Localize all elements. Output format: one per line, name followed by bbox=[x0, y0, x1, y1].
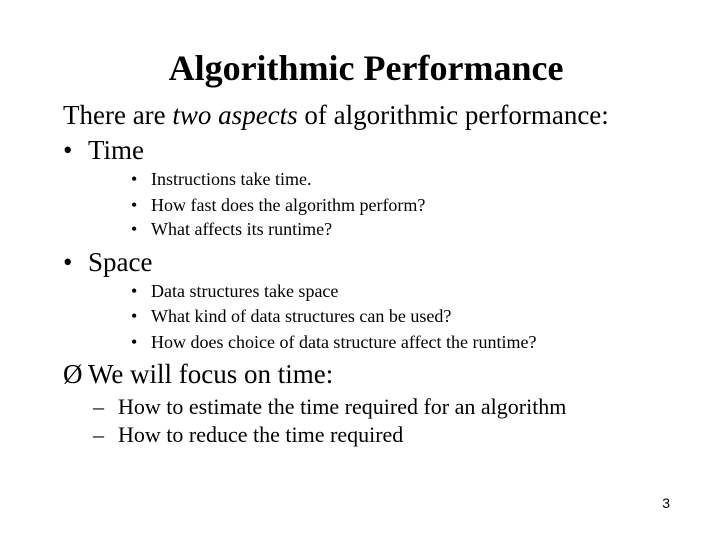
sub-bullet-text: What kind of data structures can be used? bbox=[151, 306, 452, 326]
intro-text-start: There are bbox=[63, 100, 173, 130]
sub-bullet-time-2 bbox=[131, 194, 425, 216]
bullet-icon: • bbox=[131, 219, 138, 239]
intro-text-end: of algorithmic performance: bbox=[297, 100, 609, 130]
bullet-icon: • bbox=[131, 281, 138, 301]
sub-bullet-space-2 bbox=[131, 305, 451, 327]
dash-item-text: How to reduce the time required bbox=[118, 422, 404, 447]
bullet-icon: • bbox=[131, 332, 138, 352]
intro-text bbox=[63, 99, 609, 131]
sub-bullet-space-1 bbox=[131, 280, 338, 302]
bullet-icon: • bbox=[131, 195, 138, 215]
bullet-icon: • bbox=[131, 169, 138, 189]
sub-bullet-time-3 bbox=[131, 218, 332, 240]
dash-bullet-icon: – bbox=[93, 422, 104, 447]
bullet-time-label: Time bbox=[88, 135, 145, 165]
bullet-icon: • bbox=[131, 306, 138, 326]
bullet-icon: • bbox=[63, 247, 73, 277]
sub-bullet-text: How fast does the algorithm perform? bbox=[151, 195, 426, 215]
focus-line bbox=[63, 358, 333, 390]
bullet-space bbox=[63, 246, 152, 278]
intro-emphasis: two aspects bbox=[172, 100, 298, 130]
dash-bullet-icon: – bbox=[93, 394, 104, 419]
bullet-space-label: Space bbox=[88, 247, 153, 277]
sub-bullet-text: How does choice of data structure affect the runtime? bbox=[151, 332, 537, 352]
focus-label: We will focus on time: bbox=[88, 359, 334, 389]
dash-item-2 bbox=[93, 422, 403, 448]
slide-title: Algorithmic Performance bbox=[168, 48, 564, 88]
page-number: 3 bbox=[662, 495, 670, 511]
sub-bullet-text: What affects its runtime? bbox=[151, 219, 333, 239]
bullet-time bbox=[63, 134, 144, 166]
bullet-icon: • bbox=[63, 135, 73, 165]
sub-bullet-time-1 bbox=[131, 168, 311, 190]
dash-item-1 bbox=[93, 394, 566, 420]
sub-bullet-space-3 bbox=[131, 331, 537, 353]
sub-bullet-text: Instructions take time. bbox=[151, 169, 312, 189]
sub-bullet-text: Data structures take space bbox=[151, 281, 339, 301]
arrow-bullet-icon: Ø bbox=[63, 359, 83, 389]
dash-item-text: How to estimate the time required for an algorithm bbox=[118, 394, 567, 419]
